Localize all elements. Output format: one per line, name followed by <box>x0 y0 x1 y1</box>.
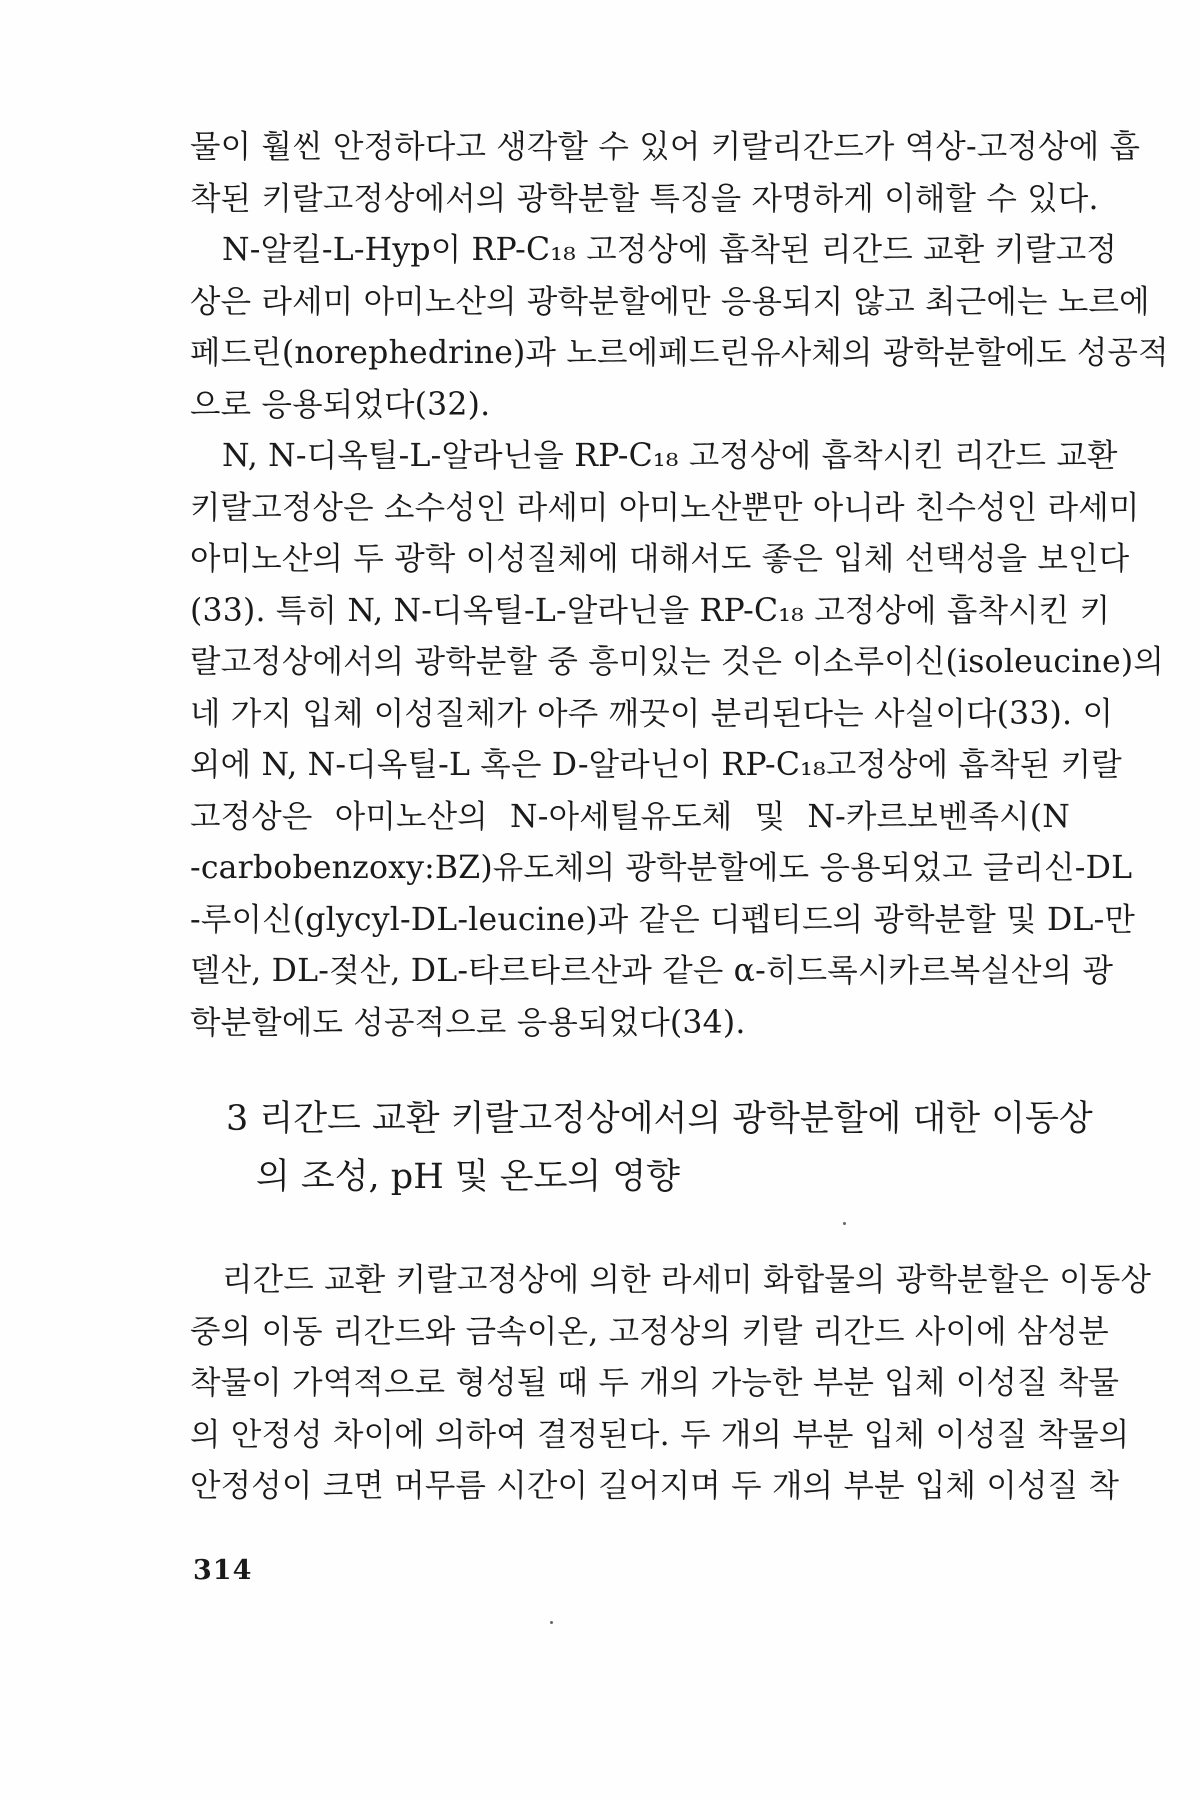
text-line: 랄고정상에서의 광학분할 중 흥미있는 것은 이소루이신(isoleucine)의 <box>190 644 1164 680</box>
paragraph-1 <box>190 122 1141 225</box>
scan-speck <box>550 1621 553 1624</box>
text-line: 페드린(norephedrine)과 노르에페드린유사체의 광학분할에도 성공적 <box>190 335 1169 371</box>
text-line: 고정상은 아미노산의 N-아세틸유도체 및 N-카르보벤족시(N <box>190 798 1070 835</box>
text-line: 리간드 교환 키랄고정상에 의한 라세미 화합물의 광학분할은 이동상 <box>222 1262 1152 1298</box>
section-heading-line: 의 조성, pH 및 온도의 영향 <box>256 1157 680 1197</box>
text-line: 착된 키랄고정상에서의 광학분할 특징을 자명하게 이해할 수 있다. <box>190 180 1099 217</box>
text-line: (33). 특히 N, N-디옥틸-L-알라닌을 RP-C₁₈ 고정상에 흡착시킨 키 <box>190 592 1111 629</box>
text-line: 키랄고정상은 소수성인 라세미 아미노산뿐만 아니라 친수성인 라세미 <box>190 489 1140 526</box>
scan-speck <box>843 1222 846 1225</box>
text-line: 으로 응용되었다(32). <box>190 386 491 423</box>
section-heading <box>226 1090 1093 1206</box>
paragraph-2 <box>190 225 1169 431</box>
text-line: 상은 라세미 아미노산의 광학분할에만 응용되지 않고 최근에는 노르에 <box>190 283 1150 320</box>
body-text-bottom <box>190 1255 1152 1513</box>
text-line: 아미노산의 두 광학 이성질체에 대해서도 좋은 입체 선택성을 보인다 <box>190 541 1130 577</box>
text-line: N-알킬-L-Hyp이 RP-C₁₈ 고정상에 흡착된 리간드 교환 키랄고정 <box>222 232 1118 268</box>
text-line: 의 안정성 차이에 의하여 결정된다. 두 개의 부분 입체 이성질 착물의 <box>190 1416 1130 1453</box>
text-line: -루이신(glycyl-DL-leucine)과 같은 디펩티드의 광학분할 및 DL-만 <box>190 901 1136 938</box>
text-line: 중의 이동 리간드와 금속이온, 고정상의 키랄 리간드 사이에 삼성분 <box>190 1313 1109 1350</box>
text-line: 네 가지 입체 이성질체가 아주 깨끗이 분리된다는 사실이다(33). 이 <box>190 695 1114 732</box>
body-text-top <box>190 122 1169 1049</box>
paragraph-3 <box>190 431 1164 1049</box>
section-heading-line: 3 리간드 교환 키랄고정상에서의 광학분할에 대한 이동상 <box>226 1099 1093 1139</box>
text-line: -carbobenzoxy:BZ)유도체의 광학분할에도 응용되었고 글리신-DL <box>190 850 1133 886</box>
text-line: N, N-디옥틸-L-알라닌을 RP-C₁₈ 고정상에 흡착시킨 리간드 교환 <box>222 438 1118 474</box>
paragraph-4 <box>190 1255 1152 1513</box>
text-line: 외에 N, N-디옥틸-L 혹은 D-알라닌이 RP-C₁₈고정상에 흡착된 키랄 <box>190 747 1122 783</box>
text-line: 안정성이 크면 머무름 시간이 길어지며 두 개의 부분 입체 이성질 착 <box>190 1468 1120 1504</box>
text-line: 학분할에도 성공적으로 응용되었다(34). <box>190 1004 746 1041</box>
page-number: 314 <box>193 1555 253 1586</box>
text-line: 델산, DL-젖산, DL-타르타르산과 같은 α-히드록시카르복실산의 광 <box>190 953 1114 989</box>
text-line: 착물이 가역적으로 형성될 때 두 개의 가능한 부분 입체 이성질 착물 <box>190 1365 1120 1401</box>
text-line: 물이 훨씬 안정하다고 생각할 수 있어 키랄리간드가 역상-고정상에 흡 <box>190 129 1141 165</box>
